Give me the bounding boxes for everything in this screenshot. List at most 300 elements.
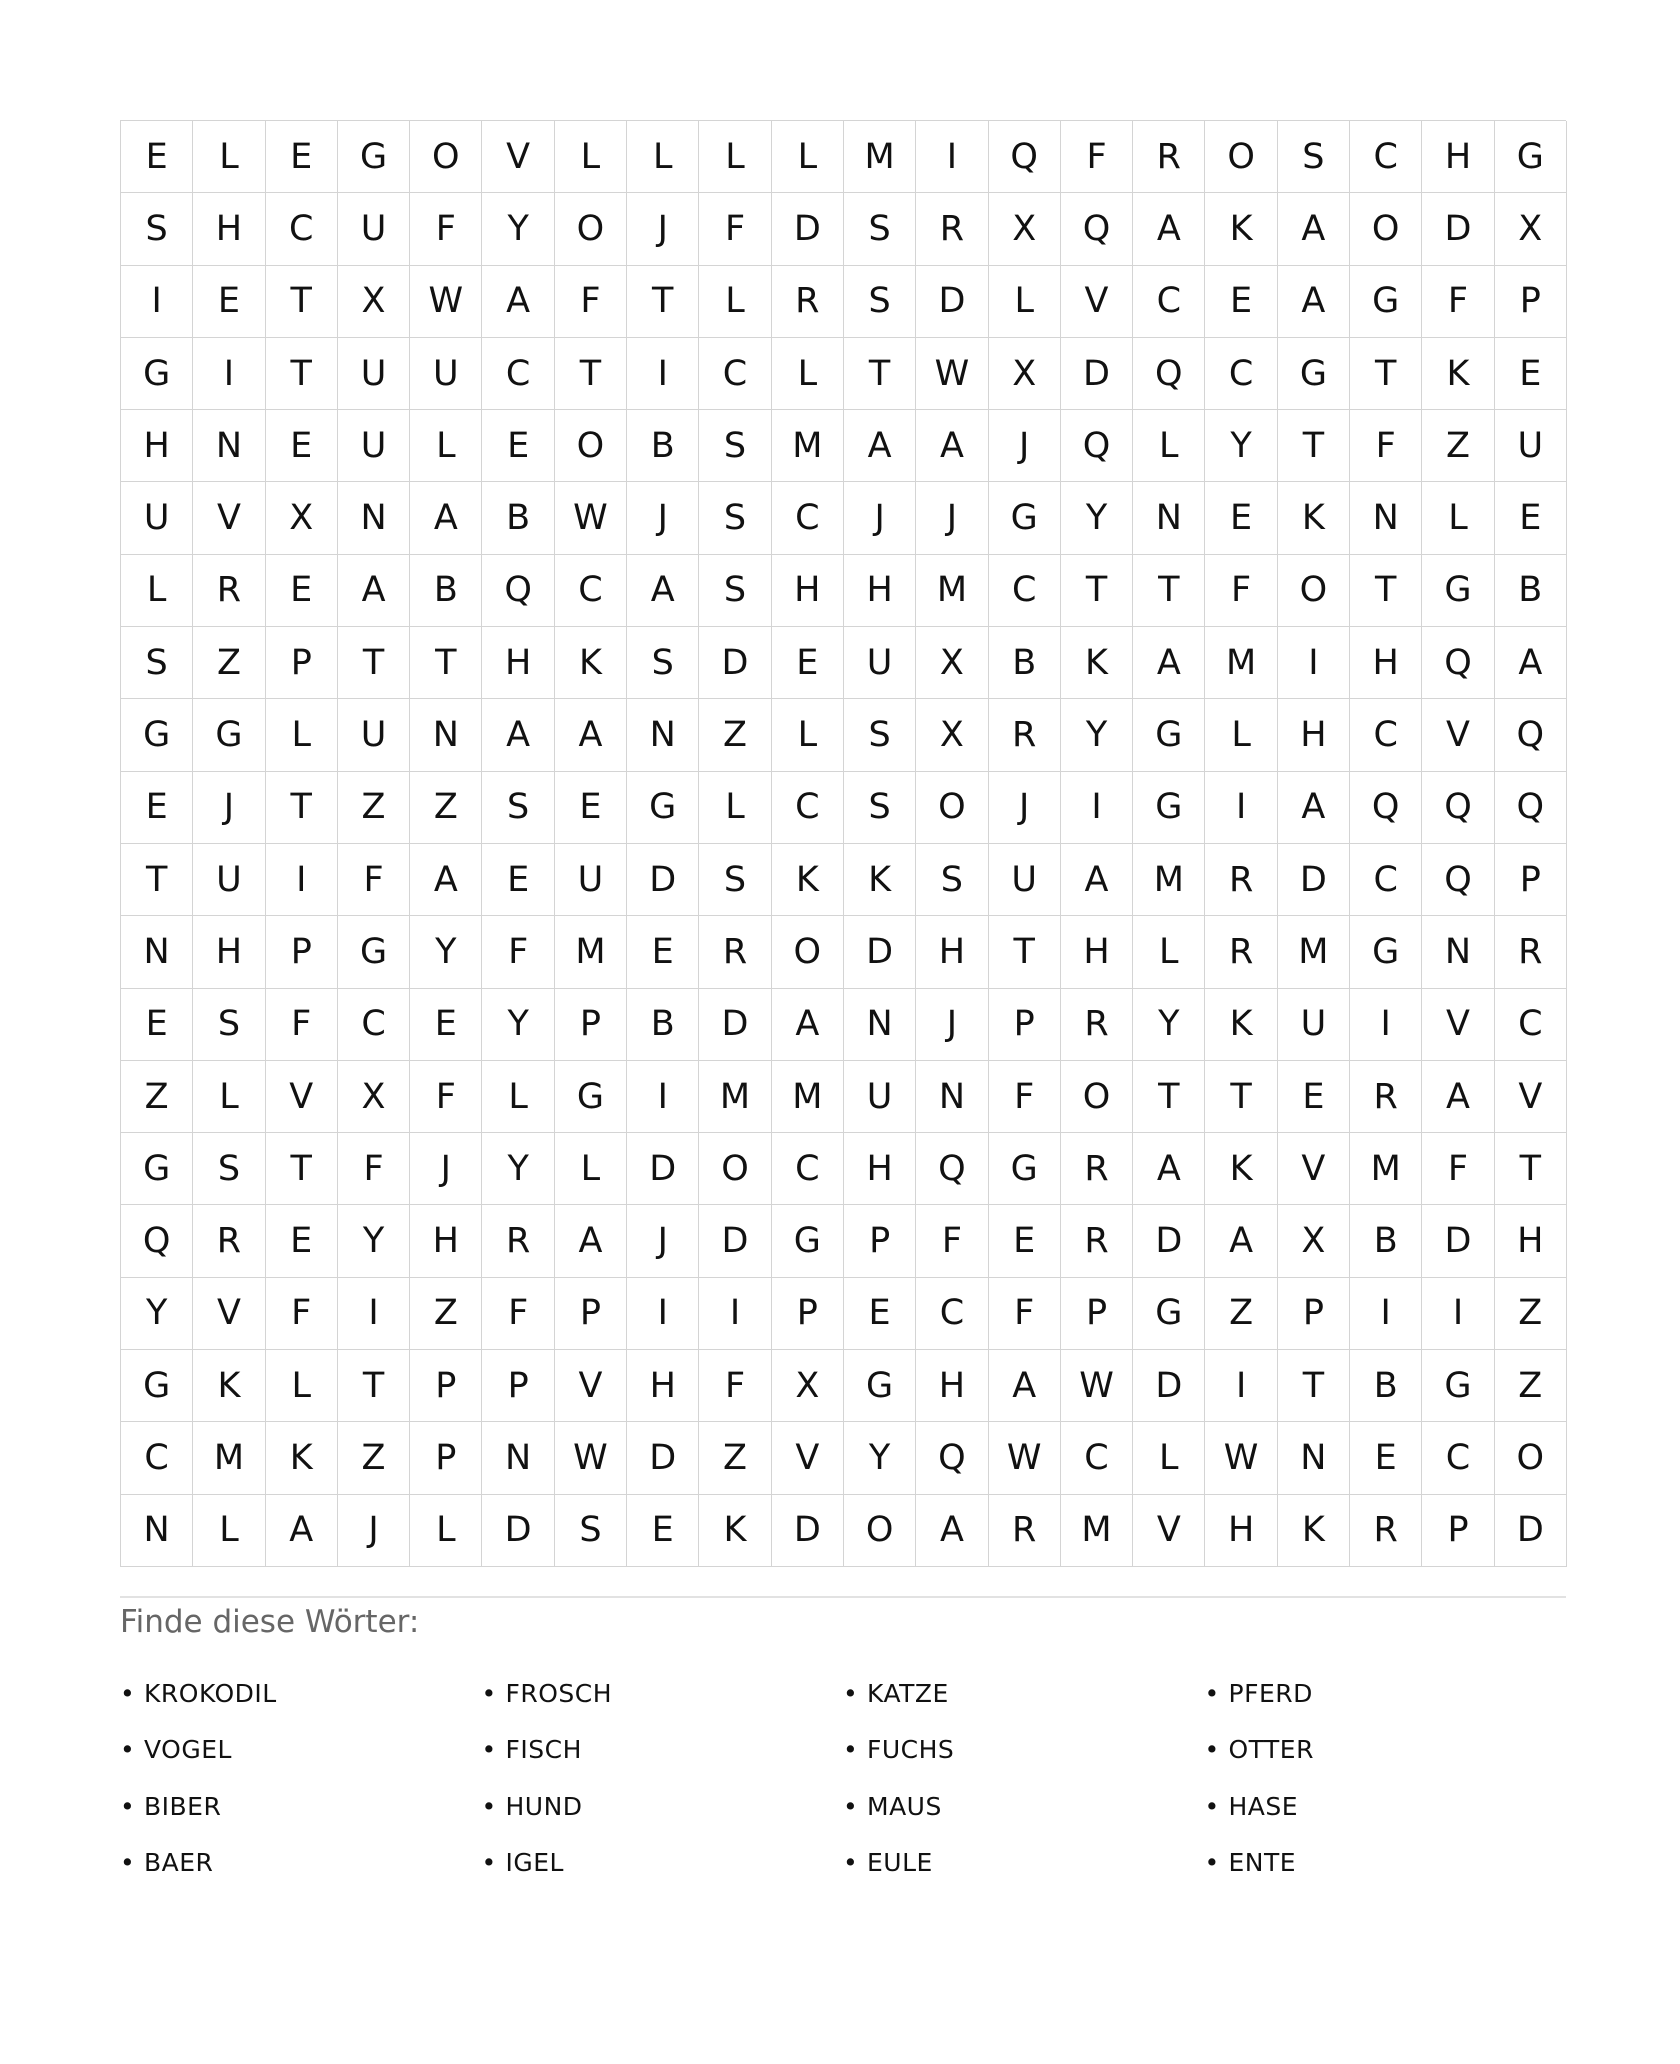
grid-cell[interactable]: A (916, 1495, 988, 1567)
grid-cell[interactable]: P (1495, 844, 1567, 916)
grid-cell[interactable]: F (266, 1278, 338, 1350)
grid-cell[interactable]: Y (482, 193, 554, 265)
grid-cell[interactable]: C (916, 1278, 988, 1350)
grid-cell[interactable]: L (1133, 410, 1205, 482)
grid-cell[interactable]: R (1205, 916, 1277, 988)
grid-cell[interactable]: Y (844, 1422, 916, 1494)
grid-cell[interactable]: W (555, 1422, 627, 1494)
grid-cell[interactable]: H (121, 410, 193, 482)
grid-cell[interactable]: Q (916, 1133, 988, 1205)
grid-cell[interactable]: S (699, 555, 771, 627)
grid-cell[interactable]: H (1061, 916, 1133, 988)
grid-cell[interactable]: J (844, 482, 916, 554)
grid-cell[interactable]: R (772, 266, 844, 338)
grid-cell[interactable]: C (1350, 699, 1422, 771)
grid-cell[interactable]: O (555, 193, 627, 265)
grid-cell[interactable]: D (1422, 1205, 1494, 1277)
grid-cell[interactable]: T (266, 772, 338, 844)
grid-cell[interactable]: X (989, 338, 1061, 410)
grid-cell[interactable]: Y (121, 1278, 193, 1350)
grid-cell[interactable]: U (338, 193, 410, 265)
grid-cell[interactable]: E (989, 1205, 1061, 1277)
grid-cell[interactable]: S (699, 482, 771, 554)
grid-cell[interactable]: O (1061, 1061, 1133, 1133)
grid-cell[interactable]: F (1422, 1133, 1494, 1205)
grid-cell[interactable]: E (121, 772, 193, 844)
grid-cell[interactable]: I (916, 121, 988, 193)
grid-cell[interactable]: C (1205, 338, 1277, 410)
grid-cell[interactable]: J (410, 1133, 482, 1205)
grid-cell[interactable]: G (627, 772, 699, 844)
grid-cell[interactable]: H (627, 1350, 699, 1422)
grid-cell[interactable]: P (1495, 266, 1567, 338)
grid-cell[interactable]: P (482, 1350, 554, 1422)
grid-cell[interactable]: B (627, 410, 699, 482)
grid-cell[interactable]: E (266, 410, 338, 482)
grid-cell[interactable]: W (410, 266, 482, 338)
grid-cell[interactable]: K (266, 1422, 338, 1494)
grid-cell[interactable]: T (1205, 1061, 1277, 1133)
grid-cell[interactable]: E (266, 1205, 338, 1277)
grid-cell[interactable]: K (1422, 338, 1494, 410)
grid-cell[interactable]: Q (1422, 627, 1494, 699)
grid-cell[interactable]: X (338, 266, 410, 338)
grid-cell[interactable]: U (844, 1061, 916, 1133)
grid-cell[interactable]: B (627, 989, 699, 1061)
grid-cell[interactable]: A (1061, 844, 1133, 916)
grid-cell[interactable]: A (627, 555, 699, 627)
grid-cell[interactable]: F (1422, 266, 1494, 338)
grid-cell[interactable]: M (844, 121, 916, 193)
grid-cell[interactable]: F (989, 1278, 1061, 1350)
grid-cell[interactable]: N (338, 482, 410, 554)
grid-cell[interactable]: D (1278, 844, 1350, 916)
grid-cell[interactable]: S (1278, 121, 1350, 193)
grid-cell[interactable]: K (1278, 482, 1350, 554)
grid-cell[interactable]: R (193, 1205, 265, 1277)
grid-cell[interactable]: D (482, 1495, 554, 1567)
grid-cell[interactable]: G (989, 482, 1061, 554)
grid-cell[interactable]: E (482, 844, 554, 916)
grid-cell[interactable]: X (772, 1350, 844, 1422)
grid-cell[interactable]: E (627, 916, 699, 988)
grid-cell[interactable]: Q (1350, 772, 1422, 844)
grid-cell[interactable]: H (193, 916, 265, 988)
grid-cell[interactable]: V (1133, 1495, 1205, 1567)
grid-cell[interactable]: L (482, 1061, 554, 1133)
grid-cell[interactable]: A (1278, 266, 1350, 338)
grid-cell[interactable]: N (1422, 916, 1494, 988)
grid-cell[interactable]: W (555, 482, 627, 554)
grid-cell[interactable]: A (844, 410, 916, 482)
grid-cell[interactable]: M (555, 916, 627, 988)
grid-cell[interactable]: K (1061, 627, 1133, 699)
grid-cell[interactable]: B (989, 627, 1061, 699)
grid-cell[interactable]: P (989, 989, 1061, 1061)
grid-cell[interactable]: L (772, 699, 844, 771)
grid-cell[interactable]: X (916, 627, 988, 699)
grid-cell[interactable]: W (916, 338, 988, 410)
grid-cell[interactable]: L (266, 699, 338, 771)
grid-cell[interactable]: M (1278, 916, 1350, 988)
grid-cell[interactable]: S (844, 193, 916, 265)
grid-cell[interactable]: R (1205, 844, 1277, 916)
grid-cell[interactable]: E (1205, 266, 1277, 338)
grid-cell[interactable]: T (555, 338, 627, 410)
grid-cell[interactable]: G (121, 699, 193, 771)
grid-cell[interactable]: L (410, 410, 482, 482)
grid-cell[interactable]: D (772, 193, 844, 265)
grid-cell[interactable]: T (1350, 555, 1422, 627)
grid-cell[interactable]: T (266, 1133, 338, 1205)
grid-cell[interactable]: A (1133, 193, 1205, 265)
grid-cell[interactable]: F (1061, 121, 1133, 193)
grid-cell[interactable]: N (410, 699, 482, 771)
grid-cell[interactable]: M (772, 1061, 844, 1133)
grid-cell[interactable]: C (121, 1422, 193, 1494)
grid-cell[interactable]: E (1495, 338, 1567, 410)
grid-cell[interactable]: A (338, 555, 410, 627)
grid-cell[interactable]: Y (482, 1133, 554, 1205)
grid-cell[interactable]: D (627, 844, 699, 916)
grid-cell[interactable]: A (555, 1205, 627, 1277)
grid-cell[interactable]: P (844, 1205, 916, 1277)
grid-cell[interactable]: A (555, 699, 627, 771)
grid-cell[interactable]: T (266, 338, 338, 410)
grid-cell[interactable]: G (121, 338, 193, 410)
grid-cell[interactable]: S (627, 627, 699, 699)
grid-cell[interactable]: L (410, 1495, 482, 1567)
grid-cell[interactable]: M (1350, 1133, 1422, 1205)
grid-cell[interactable]: A (1422, 1061, 1494, 1133)
grid-cell[interactable]: M (1061, 1495, 1133, 1567)
grid-cell[interactable]: P (266, 916, 338, 988)
grid-cell[interactable]: H (1350, 627, 1422, 699)
grid-cell[interactable]: I (1278, 627, 1350, 699)
grid-cell[interactable]: D (1133, 1350, 1205, 1422)
grid-cell[interactable]: Y (410, 916, 482, 988)
grid-cell[interactable]: T (1495, 1133, 1567, 1205)
grid-cell[interactable]: L (699, 266, 771, 338)
grid-cell[interactable]: F (989, 1061, 1061, 1133)
grid-cell[interactable]: G (1133, 772, 1205, 844)
grid-cell[interactable]: E (1205, 482, 1277, 554)
grid-cell[interactable]: O (1278, 555, 1350, 627)
grid-cell[interactable]: Z (1495, 1350, 1567, 1422)
grid-cell[interactable]: F (1350, 410, 1422, 482)
grid-cell[interactable]: K (844, 844, 916, 916)
grid-cell[interactable]: V (1495, 1061, 1567, 1133)
grid-cell[interactable]: K (555, 627, 627, 699)
grid-cell[interactable]: V (1422, 989, 1494, 1061)
grid-cell[interactable]: A (1278, 193, 1350, 265)
grid-cell[interactable]: V (266, 1061, 338, 1133)
grid-cell[interactable]: G (1278, 338, 1350, 410)
grid-cell[interactable]: D (627, 1422, 699, 1494)
grid-cell[interactable]: A (1278, 772, 1350, 844)
grid-cell[interactable]: Z (699, 1422, 771, 1494)
grid-cell[interactable]: E (482, 410, 554, 482)
grid-cell[interactable]: M (193, 1422, 265, 1494)
grid-cell[interactable]: M (772, 410, 844, 482)
grid-cell[interactable]: N (1278, 1422, 1350, 1494)
grid-cell[interactable]: Y (1061, 482, 1133, 554)
grid-cell[interactable]: U (1495, 410, 1567, 482)
grid-cell[interactable]: E (1278, 1061, 1350, 1133)
grid-cell[interactable]: B (482, 482, 554, 554)
grid-cell[interactable]: S (699, 844, 771, 916)
grid-cell[interactable]: E (193, 266, 265, 338)
grid-cell[interactable]: R (1061, 1205, 1133, 1277)
grid-cell[interactable]: C (1422, 1422, 1494, 1494)
grid-cell[interactable]: J (627, 1205, 699, 1277)
grid-cell[interactable]: N (121, 1495, 193, 1567)
grid-cell[interactable]: I (121, 266, 193, 338)
grid-cell[interactable]: V (1061, 266, 1133, 338)
grid-cell[interactable]: I (699, 1278, 771, 1350)
grid-cell[interactable]: O (555, 410, 627, 482)
grid-cell[interactable]: S (844, 266, 916, 338)
grid-cell[interactable]: Q (1495, 699, 1567, 771)
grid-cell[interactable]: H (482, 627, 554, 699)
grid-cell[interactable]: L (193, 121, 265, 193)
grid-cell[interactable]: S (193, 1133, 265, 1205)
grid-cell[interactable]: R (1350, 1495, 1422, 1567)
grid-cell[interactable]: S (555, 1495, 627, 1567)
grid-cell[interactable]: G (989, 1133, 1061, 1205)
grid-cell[interactable]: O (772, 916, 844, 988)
grid-cell[interactable]: L (699, 121, 771, 193)
grid-cell[interactable]: Z (699, 699, 771, 771)
grid-cell[interactable]: D (1422, 193, 1494, 265)
grid-cell[interactable]: S (193, 989, 265, 1061)
grid-cell[interactable]: I (266, 844, 338, 916)
grid-cell[interactable]: C (1350, 121, 1422, 193)
grid-cell[interactable]: P (410, 1422, 482, 1494)
grid-cell[interactable]: U (338, 410, 410, 482)
grid-cell[interactable]: L (1133, 916, 1205, 988)
grid-cell[interactable]: N (193, 410, 265, 482)
grid-cell[interactable]: R (1133, 121, 1205, 193)
grid-cell[interactable]: S (121, 193, 193, 265)
grid-cell[interactable]: J (989, 410, 1061, 482)
grid-cell[interactable]: H (1205, 1495, 1277, 1567)
grid-cell[interactable]: D (1133, 1205, 1205, 1277)
grid-cell[interactable]: F (266, 989, 338, 1061)
grid-cell[interactable]: I (1205, 1350, 1277, 1422)
grid-cell[interactable]: O (410, 121, 482, 193)
grid-cell[interactable]: Y (1061, 699, 1133, 771)
grid-cell[interactable]: R (989, 1495, 1061, 1567)
grid-cell[interactable]: A (916, 410, 988, 482)
grid-cell[interactable]: R (1061, 989, 1133, 1061)
grid-cell[interactable]: U (844, 627, 916, 699)
grid-cell[interactable]: P (1061, 1278, 1133, 1350)
grid-cell[interactable]: Q (1422, 772, 1494, 844)
grid-cell[interactable]: X (989, 193, 1061, 265)
grid-cell[interactable]: N (627, 699, 699, 771)
grid-cell[interactable]: G (1350, 266, 1422, 338)
grid-cell[interactable]: K (1205, 989, 1277, 1061)
grid-cell[interactable]: K (193, 1350, 265, 1422)
grid-cell[interactable]: E (1495, 482, 1567, 554)
grid-cell[interactable]: O (844, 1495, 916, 1567)
grid-cell[interactable]: F (555, 266, 627, 338)
grid-cell[interactable]: A (410, 482, 482, 554)
grid-cell[interactable]: P (1278, 1278, 1350, 1350)
grid-cell[interactable]: R (989, 699, 1061, 771)
grid-cell[interactable]: F (410, 1061, 482, 1133)
grid-cell[interactable]: H (772, 555, 844, 627)
grid-cell[interactable]: Y (482, 989, 554, 1061)
grid-cell[interactable]: U (989, 844, 1061, 916)
grid-cell[interactable]: F (338, 1133, 410, 1205)
grid-cell[interactable]: I (1422, 1278, 1494, 1350)
grid-cell[interactable]: W (1205, 1422, 1277, 1494)
grid-cell[interactable]: N (121, 916, 193, 988)
grid-cell[interactable]: Z (1495, 1278, 1567, 1350)
grid-cell[interactable]: N (844, 989, 916, 1061)
grid-cell[interactable]: S (916, 844, 988, 916)
grid-cell[interactable]: L (1205, 699, 1277, 771)
grid-cell[interactable]: H (1422, 121, 1494, 193)
grid-cell[interactable]: L (266, 1350, 338, 1422)
grid-cell[interactable]: K (772, 844, 844, 916)
grid-cell[interactable]: N (1350, 482, 1422, 554)
grid-cell[interactable]: I (338, 1278, 410, 1350)
grid-cell[interactable]: C (1133, 266, 1205, 338)
grid-cell[interactable]: J (989, 772, 1061, 844)
grid-cell[interactable]: N (1133, 482, 1205, 554)
grid-cell[interactable]: L (1133, 1422, 1205, 1494)
grid-cell[interactable]: Z (1205, 1278, 1277, 1350)
grid-cell[interactable]: C (1350, 844, 1422, 916)
grid-cell[interactable]: F (482, 916, 554, 988)
grid-cell[interactable]: T (338, 1350, 410, 1422)
grid-cell[interactable]: X (1278, 1205, 1350, 1277)
grid-cell[interactable]: R (193, 555, 265, 627)
grid-cell[interactable]: L (627, 121, 699, 193)
grid-cell[interactable]: T (627, 266, 699, 338)
grid-cell[interactable]: O (1350, 193, 1422, 265)
grid-cell[interactable]: G (338, 916, 410, 988)
grid-cell[interactable]: T (1278, 410, 1350, 482)
grid-cell[interactable]: Z (338, 772, 410, 844)
grid-cell[interactable]: D (916, 266, 988, 338)
grid-cell[interactable]: D (699, 627, 771, 699)
grid-cell[interactable]: A (1133, 627, 1205, 699)
grid-cell[interactable]: Z (1422, 410, 1494, 482)
grid-cell[interactable]: N (916, 1061, 988, 1133)
grid-cell[interactable]: E (121, 989, 193, 1061)
grid-cell[interactable]: X (1495, 193, 1567, 265)
grid-cell[interactable]: Q (1133, 338, 1205, 410)
grid-cell[interactable]: E (1350, 1422, 1422, 1494)
grid-cell[interactable]: K (1205, 1133, 1277, 1205)
grid-cell[interactable]: O (916, 772, 988, 844)
grid-cell[interactable]: I (627, 338, 699, 410)
grid-cell[interactable]: L (193, 1061, 265, 1133)
grid-cell[interactable]: A (482, 699, 554, 771)
grid-cell[interactable]: L (699, 772, 771, 844)
grid-cell[interactable]: C (699, 338, 771, 410)
grid-cell[interactable]: E (410, 989, 482, 1061)
grid-cell[interactable]: W (989, 1422, 1061, 1494)
grid-cell[interactable]: T (1278, 1350, 1350, 1422)
grid-cell[interactable]: Z (410, 772, 482, 844)
grid-cell[interactable]: P (772, 1278, 844, 1350)
grid-cell[interactable]: D (1061, 338, 1133, 410)
grid-cell[interactable]: H (916, 916, 988, 988)
grid-cell[interactable]: M (1205, 627, 1277, 699)
grid-cell[interactable]: V (1422, 699, 1494, 771)
grid-cell[interactable]: O (1495, 1422, 1567, 1494)
grid-cell[interactable]: R (482, 1205, 554, 1277)
grid-cell[interactable]: V (193, 1278, 265, 1350)
grid-cell[interactable]: C (772, 1133, 844, 1205)
grid-cell[interactable]: A (1495, 627, 1567, 699)
grid-cell[interactable]: G (1422, 555, 1494, 627)
grid-cell[interactable]: P (410, 1350, 482, 1422)
grid-cell[interactable]: G (772, 1205, 844, 1277)
grid-cell[interactable]: C (772, 482, 844, 554)
grid-cell[interactable]: U (555, 844, 627, 916)
grid-cell[interactable]: E (844, 1278, 916, 1350)
grid-cell[interactable]: W (1061, 1350, 1133, 1422)
grid-cell[interactable]: I (1350, 989, 1422, 1061)
grid-cell[interactable]: I (627, 1061, 699, 1133)
grid-cell[interactable]: T (844, 338, 916, 410)
grid-cell[interactable]: G (1350, 916, 1422, 988)
grid-cell[interactable]: P (1422, 1495, 1494, 1567)
grid-cell[interactable]: O (1205, 121, 1277, 193)
grid-cell[interactable]: V (193, 482, 265, 554)
grid-cell[interactable]: T (1133, 555, 1205, 627)
grid-cell[interactable]: U (410, 338, 482, 410)
grid-cell[interactable]: M (699, 1061, 771, 1133)
grid-cell[interactable]: A (266, 1495, 338, 1567)
grid-cell[interactable]: F (410, 193, 482, 265)
grid-cell[interactable]: P (555, 1278, 627, 1350)
grid-cell[interactable]: Z (193, 627, 265, 699)
grid-cell[interactable]: T (1133, 1061, 1205, 1133)
grid-cell[interactable]: L (772, 121, 844, 193)
grid-cell[interactable]: V (555, 1350, 627, 1422)
grid-cell[interactable]: B (1495, 555, 1567, 627)
grid-cell[interactable]: V (482, 121, 554, 193)
grid-cell[interactable]: C (555, 555, 627, 627)
grid-cell[interactable]: X (266, 482, 338, 554)
grid-cell[interactable]: B (1350, 1205, 1422, 1277)
grid-cell[interactable]: G (1422, 1350, 1494, 1422)
grid-cell[interactable]: S (844, 772, 916, 844)
grid-cell[interactable]: C (1061, 1422, 1133, 1494)
grid-cell[interactable]: U (193, 844, 265, 916)
grid-cell[interactable]: F (1205, 555, 1277, 627)
grid-cell[interactable]: Q (1495, 772, 1567, 844)
grid-cell[interactable]: P (266, 627, 338, 699)
grid-cell[interactable]: I (1205, 772, 1277, 844)
grid-cell[interactable]: L (555, 1133, 627, 1205)
grid-cell[interactable]: H (410, 1205, 482, 1277)
grid-cell[interactable]: R (1061, 1133, 1133, 1205)
grid-cell[interactable]: K (1278, 1495, 1350, 1567)
grid-cell[interactable]: Z (338, 1422, 410, 1494)
grid-cell[interactable]: D (699, 1205, 771, 1277)
grid-cell[interactable]: B (1350, 1350, 1422, 1422)
grid-cell[interactable]: Y (1133, 989, 1205, 1061)
grid-cell[interactable]: Q (989, 121, 1061, 193)
